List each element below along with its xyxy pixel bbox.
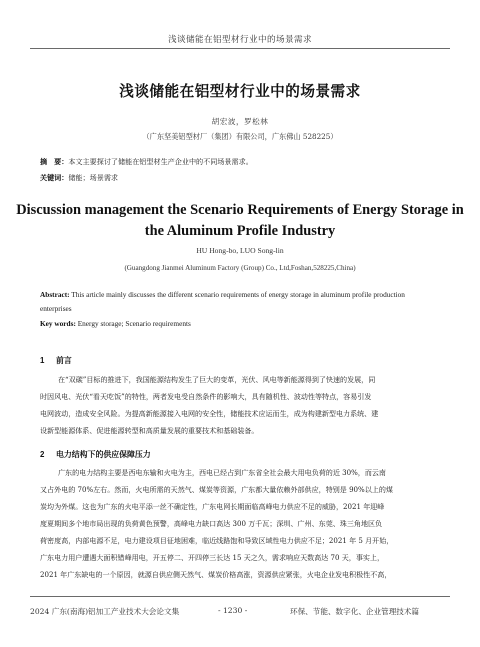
section-1-title: 前言 [56, 356, 72, 365]
en-keywords [40, 319, 191, 328]
en-affiliation: (Guangdong Jianmei Aluminum Factory (Group) Co., Ltd,Foshan,528225,China) [124, 264, 356, 272]
header-rule [30, 48, 450, 49]
section-1-heading [40, 355, 72, 366]
section-2-line: 广东电力用户遭遇大面积错峰用电，开五停二、开四停三长达 15 天之久，需求响应天数高达 70 天，事实上， [40, 553, 385, 562]
cn-abstract-label: 摘 要： [40, 157, 69, 166]
cn-abstract [40, 157, 253, 167]
cn-abstract-text: 本文主要探讨了储能在铝型材生产企业中的不同场景需求。 [68, 157, 253, 166]
cn-title: 浅谈储能在铝型材行业中的场景需求 [119, 83, 361, 100]
footer-proceedings: 2024 广东(南海)铝加工产业技术大会论文集 [30, 607, 180, 616]
section-2-line: 荷密度高，内部电源不足，电力建设项目征地困难，临近线路饱和导致区域性电力供应不足；2021 年 5 月开始， [40, 536, 394, 545]
section-2-line: 度夏期间多个地市局出现的负荷黄色预警，高峰电力缺口高达 300 万千瓦；深圳、广州、东莞、珠三角地区负 [40, 519, 383, 528]
cn-authors: 胡宏波，罗松林 [211, 117, 269, 126]
cn-keywords-label: 关键词： [40, 173, 69, 182]
en-keywords-label: Key words: [40, 319, 76, 328]
footer-page-number: - 1230 - [218, 606, 248, 615]
section-2-title: 电力结构下的供应保障压力 [56, 450, 151, 459]
section-2-number: 2 [40, 450, 45, 459]
section-1-number: 1 [40, 356, 45, 365]
section-1-line: 在“双碳”目标的推进下，我国能源结构发生了巨大的变革，光伏、风电等新能源得到了快速的发展，同 [58, 375, 376, 384]
en-authors: HU Hong-bo, LUO Song-lin [196, 246, 284, 255]
section-1-line: 时因风电、光伏“看天吃饭”的特性，两者发电受自然条件的影响大，具有随机性、波动性等特点，容易引发 [40, 392, 372, 401]
en-title-line2: the Aluminum Profile Industry [144, 223, 336, 239]
en-title-line1: Discussion management the Scenario Requirements of Energy Storage in [16, 202, 464, 218]
cn-keywords-text: 储能；场景需求 [68, 173, 119, 182]
en-abstract-cont: enterprises [40, 304, 72, 313]
cn-affiliation: （广东坚美铝型材厂（集团）有限公司，广东佛山 528225） [142, 132, 338, 141]
cn-keywords [40, 173, 118, 183]
en-abstract-label: Abstract: [40, 290, 70, 299]
en-keywords-text: Energy storage; Scenario requirements [75, 319, 191, 328]
en-abstract [40, 290, 405, 299]
section-2-line: 又占外电的 70%左右。然而，火电所需的天然气、煤炭等资源，广东都大量依赖外部供应，特别是 90%以上的煤 [40, 485, 393, 494]
footer-section-name: 环保、节能、数字化、企业管理技术篇 [290, 607, 420, 616]
section-2-line: 炭均为外煤。这也为广东的火电平添一丝不确定性，广东电网长期面临高峰电力供应不足的威胁，2021 年迎峰 [40, 502, 385, 511]
running-head: 浅谈储能在铝型材行业中的场景需求 [168, 35, 312, 45]
section-2-line: 2021 年广东缺电的一个原因，就源自供应侧天然气、煤炭价格高涨，资源供应紧张，火电企业发电积极性不高， [40, 570, 392, 579]
section-2-line: 广东的电力结构主要是西电东输和火电为主，西电已经占到广东省全社会最大用电负荷的近 30%，而云南 [58, 468, 386, 477]
section-2-heading [40, 449, 151, 460]
en-abstract-text-1: This article mainly discusses the different scenario requirements of energy storage in aluminum profile production [69, 290, 405, 299]
section-1-line: 设新型能源体系、促进能源转型和高质量发展的重要技术和基础装备。 [40, 426, 259, 435]
section-1-line: 电网波动，造成安全风险。为提高新能源接入电网的安全性，储能技术应运而生，成为构建新型电力系统、建 [40, 409, 379, 418]
footer-rule [30, 596, 450, 597]
